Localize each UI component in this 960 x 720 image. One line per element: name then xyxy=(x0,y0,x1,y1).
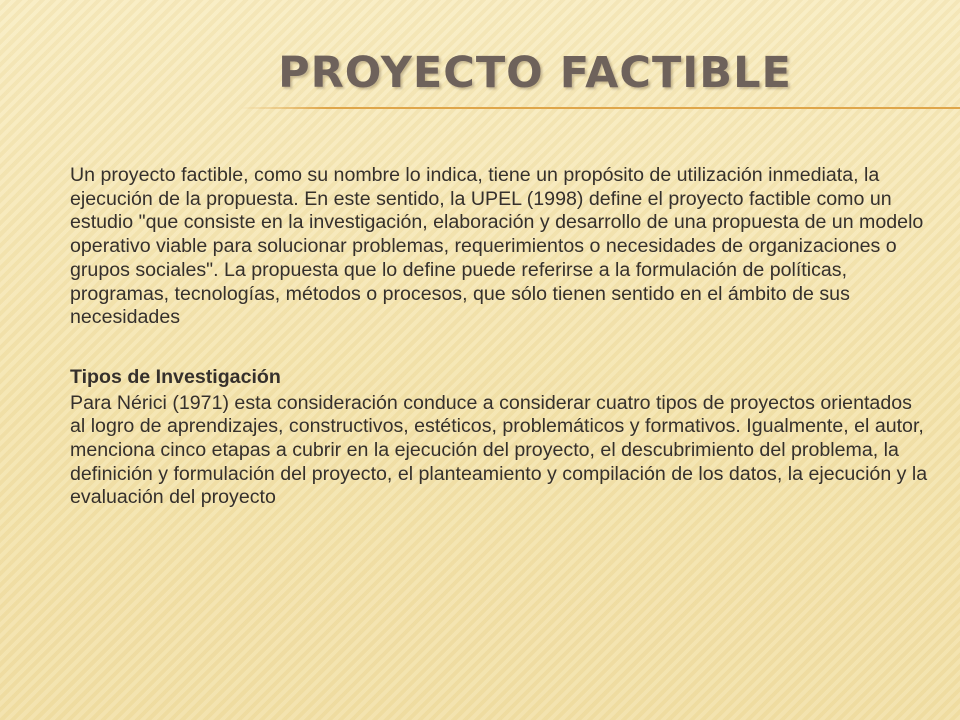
title-divider xyxy=(240,107,960,109)
intro-paragraph: Un proyecto factible, como su nombre lo indica, tiene un propósito de utilización inmediata, la ejecución de la propuesta. En este sentido, la UPEL (1998) define el proyecto factible como un estudio "que consiste en la investigación, elaboración y desarrollo de una propuesta de un modelo operativo viable para solucionar problemas, requerimientos o necesidades de organizaciones o grupos sociales". La propuesta que lo define puede referirse a la formulación de políticas, programas, tecnologías, métodos o procesos, que sólo tienen sentido en el ámbito de sus necesidades xyxy=(70,164,924,329)
section-heading: Tipos de Investigación xyxy=(70,365,281,388)
slide-title: PROYECTO FACTIBLE xyxy=(278,48,792,98)
types-paragraph: Para Nérici (1971) esta consideración conduce a considerar cuatro tipos de proyectos orientados al logro de aprendizajes, constructivos, estéticos, problemáticos y formativos. Igualmente, el autor, menciona cinco etapas a cubrir en la ejecución del proyecto, el descubrimiento del problema, la definición y formulación del proyecto, el planteamiento y compilación de los datos, la ejecución y la evaluación del proyecto xyxy=(70,391,928,509)
slide-body xyxy=(70,164,930,510)
